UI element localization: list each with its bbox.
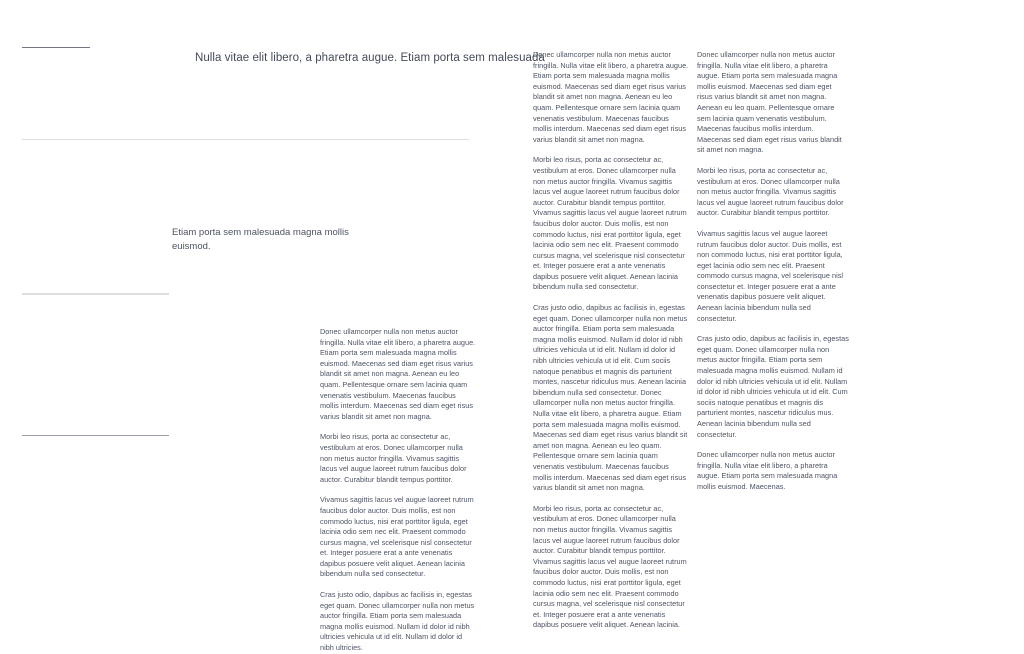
paragraph: Vivamus sagittis lacus vel augue laoreet rutrum faucibus dolor auctor. Duis mollis, est non commodo luctus, nisi erat porttitor ligula, eget lacinia odio sem nec elit. Praesent commodo cursus magna, vel scelerisque nisl consectetur et. Integer posuere erat a ante venenatis dapibus posuere velit aliquet. Aenean lacinia bibendum nulla sed consectetur.	[320, 495, 474, 579]
text-column-1	[320, 327, 476, 654]
paragraph: Vivamus sagittis lacus vel augue laoreet rutrum faucibus dolor auctor. Duis mollis, est non commodo luctus, nisi erat porttitor ligula, eget lacinia odio sem nec elit. Praesent commodo cursus magna, vel scelerisque nisl consectetur et. Integer posuere erat a ante venenatis dapibus posuere velit aliquet. Aenean lacinia bibendum nulla sed consectetur.	[697, 228, 844, 323]
paragraph: Cras justo odio, dapibus ac facilisis in, egestas eget quam. Donec ullamcorper nulla non metus auctor fringilla. Etiam porta sem malesuada magna mollis euismod. Nullam id dolor id nibh ultricies vehicula ut id elit. Nullam id dolor id nibh ultricies vehicula ut id elit. Cum sociis natoque penatibus et magnis dis parturient montes, nascetur ridiculus mus. Aenean lacinia bibendum nulla sed consectetur.	[697, 334, 849, 439]
paragraph: Morbi leo risus, porta ac consectetur ac, vestibulum at eros. Donec ullamcorper nulla non metus auctor fringilla. Vivamus sagittis lacus vel augue laoreet rutrum faucibus dolor auctor. Curabitur blandit tempus porttitor.	[697, 165, 844, 218]
paragraph: Cras justo odio, dapibus ac facilisis in, egestas eget quam. Donec ullamcorper nulla non metus auctor fringilla. Etiam porta sem malesuada magna mollis euismod. Nullam id dolor id nibh ultricies vehicula ut id elit. Nullam id dolor id nibh ultricies.	[320, 590, 475, 653]
paragraph: Morbi leo risus, porta ac consectetur ac, vestibulum at eros. Donec ullamcorper nulla non metus auctor fringilla. Vivamus sagittis lacus vel augue laoreet rutrum faucibus dolor auctor. Curabitur blandit tempus porttitor.	[320, 432, 467, 484]
paragraph: Cras justo odio, dapibus ac facilisis in, egestas eget quam. Donec ullamcorper nulla non metus auctor fringilla. Etiam porta sem malesuada magna mollis euismod. Nullam id dolor id nibh ultricies vehicula ut id elit. Nullam id dolor id nibh ultricies vehicula ut id elit. Cum sociis natoque penatibus et magnis dis parturient montes, nascetur ridiculus mus. Aenean lacinia bibendum nulla sed consectetur. Donec ullamcorper nulla non metus auctor fringilla. Nulla vitae elit libero, a pharetra augue. Etiam porta sem malesuada magna mollis euismod. Maecenas sed diam eget risus varius blandit sit amet non magna. Aenean eu leo quam. Pellentesque ornare sem lacinia quam venenatis vestibulum. Maecenas faucibus mollis interdum. Maecenas sed diam eget risus varius blandit sit amet non magna.	[533, 303, 688, 493]
text-column-2	[533, 50, 689, 631]
divider-rule-middle	[22, 293, 169, 295]
divider-rule-lower	[22, 435, 169, 436]
paragraph: Morbi leo risus, porta ac consectetur ac, vestibulum at eros. Donec ullamcorper nulla non metus auctor fringilla. Vivamus sagittis lacus vel augue laoreet rutrum faucibus dolor auctor. Curabitur blandit tempus porttitor. Vivamus sagittis lacus vel augue laoreet rutrum faucibus dolor auctor. Duis mollis, est non commodo luctus, nisi erat porttitor ligula, eget lacinia odio sem nec elit. Praesent commodo cursus magna, vel scelerisque nisl consectetur et. Integer posuere erat a ante venenatis dapibus posuere velit aliquet. Aenean lacinia bibendum nulla sed consectetur.	[533, 155, 687, 292]
paragraph: Donec ullamcorper nulla non metus auctor fringilla. Nulla vitae elit libero, a pharetra augue. Etiam porta sem malesuada magna mollis euismod. Maecenas sed diam eget risus varius blandit sit amet non magna. Aenean eu leo quam. Pellentesque ornare sem lacinia quam venenatis vestibulum. Maecenas faucibus mollis interdum. Maecenas sed diam eget risus varius blandit sit amet non magna.	[533, 50, 689, 144]
page-subheading: Etiam porta sem malesuada magna mollis euismod.	[172, 227, 349, 252]
paragraph: Morbi leo risus, porta ac consectetur ac, vestibulum at eros. Donec ullamcorper nulla non metus auctor fringilla. Vivamus sagittis lacus vel augue laoreet rutrum faucibus dolor auctor. Curabitur blandit tempus porttitor. Vivamus sagittis lacus vel augue laoreet rutrum faucibus dolor auctor. Duis mollis, est non commodo luctus, nisi erat porttitor ligula, eget lacinia odio sem nec elit. Praesent commodo cursus magna, vel scelerisque nisl consectetur et. Integer posuere erat a ante venenatis dapibus posuere velit aliquet. Aenean lacinia.	[533, 503, 687, 630]
divider-rule-top	[22, 47, 90, 48]
divider-rule-long	[22, 139, 469, 140]
paragraph: Donec ullamcorper nulla non metus auctor fringilla. Nulla vitae elit libero, a pharetra augue. Etiam porta sem malesuada magna mollis euismod. Maecenas sed diam eget risus varius blandit sit amet non magna. Aenean eu leo quam. Pellentesque ornare sem lacinia quam venenatis vestibulum. Maecenas faucibus mollis interdum. Maecenas sed diam eget risus varius blandit sit amet non magna.	[320, 327, 476, 421]
page-headline: Nulla vitae elit libero, a pharetra augue. Etiam porta sem malesuada	[195, 52, 545, 64]
paragraph: Donec ullamcorper nulla non metus auctor fringilla. Nulla vitae elit libero, a pharetra augue. Etiam porta sem malesuada magna mollis euismod. Maecenas sed diam eget risus varius blandit sit amet non magna. Aenean eu leo quam. Pellentesque ornare sem lacinia quam venenatis vestibulum. Maecenas faucibus mollis interdum. Maecenas sed diam eget risus varius blandit sit amet non magna.	[697, 50, 842, 155]
paragraph: Donec ullamcorper nulla non metus auctor fringilla. Nulla vitae elit libero, a pharetra augue. Etiam porta sem malesuada magna mollis euismod. Maecenas.	[697, 450, 838, 491]
text-column-3	[697, 50, 849, 493]
